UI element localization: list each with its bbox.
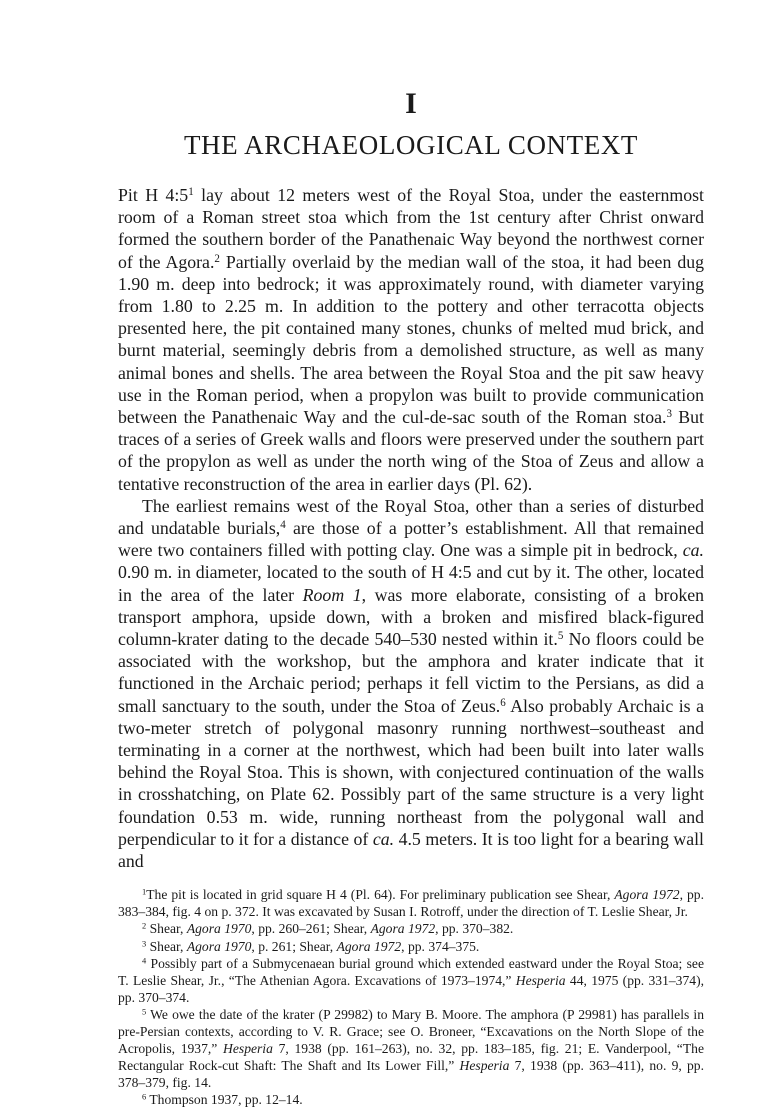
text-run: Shear,: [146, 921, 187, 937]
text-run: 44, 1975 (pp. 331–374), pp. 370–374.: [118, 972, 704, 1005]
italic-text: Agora 1970: [186, 921, 252, 937]
footnote-ref: 3: [142, 937, 147, 948]
footnote-ref: 6: [500, 696, 506, 709]
text-run: 4.5 meters. It is too light for a bearing wall and: [118, 828, 704, 872]
footnote-ref: 5: [142, 1006, 147, 1017]
footnote-ref: 2: [214, 252, 220, 265]
text-run: No floors could be associated with the workshop, but the amphora and krater indicate that it functioned in the Archaic period; perhaps it fell victim to the Persians, as did a small sanctuary to the south, under the Stoa of Zeus.: [118, 629, 704, 716]
text-run: , was more elaborate, consisting of a broken transport amphora, upside down, with a broken and misfired black-figured column-krater dating to the decade 540–530 nested within it.: [118, 584, 705, 650]
text-run: , p. 261; Shear,: [251, 938, 337, 954]
text-run: Partially overlaid by the median wall of the stoa, it had been dug 1.90 m. deep into bedrock; it was approximately round, with diameter varying from 1.80 to 2.25 m. In addition to the pottery and other terracotta objects presented here, the pit contained many stones, chunks of melted mud brick, and burnt material, seemingly debris from a demolished structure, as well as many animal bones and shells. The area between the Royal Stoa and the pit saw heavy use in the Roman period, when a propylon was built to provide communication between the Panathenaic Way and the cul-de-sac south of the Roman stoa.: [118, 251, 704, 428]
footnote: [118, 920, 704, 937]
italic-text: Room 1: [302, 584, 362, 605]
text-run: Also probably Archaic is a two-meter stretch of polygonal masonry running northwest–southeast and terminating in a corner at the northwest, which had been built into later walls behind the Royal Stoa. This is shown, with conjectured continuation of the walls in crosshatching, on Plate 62. Possibly part of the same structure is a very light foundation 0.53 m. wide, running northeast from the polygonal wall and perpendicular to it for a distance of: [118, 695, 704, 849]
chapter-title: THE ARCHAEOLOGICAL CONTEXT: [183, 130, 639, 160]
text-run: Pit H 4:5: [118, 185, 189, 205]
text-run: , pp. 260–261; Shear,: [251, 921, 371, 937]
italic-text: Agora 1972: [336, 938, 402, 954]
text-run: , pp. 370–382.: [435, 921, 514, 937]
italic-text: ca.: [682, 540, 704, 561]
text-run: 7, 1938 (pp. 161–263), no. 32, pp. 183–185, fig. 21; E. Vanderpool, “The Rectangular Rock-cut Shaft: The Shaft and Its Lower Fill,”: [118, 1041, 704, 1074]
italic-text: Agora 1972: [370, 921, 436, 937]
footnote-ref: 4: [280, 518, 286, 531]
text-run: Shear,: [146, 938, 187, 954]
page: [118, 88, 704, 1109]
text-run: , pp. 383–384, fig. 4 on p. 372. It was excavated by Susan I. Rotroff, under the direction of T. Leslie Shear, Jr.: [118, 887, 704, 920]
paragraph: [118, 495, 704, 872]
footnote-ref: 1: [188, 185, 194, 198]
footnote-ref: 3: [666, 407, 672, 420]
italic-text: Hesperia: [459, 1058, 510, 1074]
footnote: [118, 886, 704, 920]
footnote: [118, 955, 704, 1006]
text-run: Thompson 1937, pp. 12–14.: [146, 1092, 303, 1108]
text-run: The earliest remains west of the Royal Stoa, other than a series of disturbed and undatable burials,: [118, 495, 704, 539]
text-run: Possibly part of a Submycenaean burial ground which extended eastward under the Royal Stoa; see T. Leslie Shear, Jr., “The Athenian Agora. Excavations of 1973–1974,”: [118, 955, 704, 988]
body-text: [118, 184, 704, 872]
text-run: are those of a potter’s establishment. All that remained were two containers filled with potting clay. One was a simple pit in bedrock,: [118, 518, 704, 561]
text-run: We owe the date of the krater (P 29982) to Mary B. Moore. The amphora (P 29981) has parallels in pre-Persian contexts, according to V. R. Grace; see O. Broneer, “Excavations on the North Slope of the Acropolis, 1937,”: [118, 1006, 704, 1057]
text-run: , pp. 374–375.: [401, 938, 480, 954]
text-run: 7, 1938 (pp. 363–411), no. 9, pp. 378–379, fig. 14.: [118, 1058, 704, 1091]
footnote-ref: 4: [142, 955, 147, 966]
text-run: The pit is located in grid square H 4 (Pl. 64). For preliminary publication see Shear,: [146, 887, 615, 903]
footnote-ref: 6: [142, 1091, 147, 1102]
italic-text: Agora 1972: [614, 887, 680, 903]
text-run: But traces of a series of Greek walls and floors were preserved under the southern part of the propylon as well as under the north wing of the Stoa of Zeus and allow a tentative reconstruction of the area in earlier days (Pl. 62).: [118, 407, 704, 494]
footnote-ref: 1: [142, 886, 147, 897]
footnotes: [118, 886, 704, 1108]
paragraph: [118, 184, 704, 495]
italic-text: ca.: [372, 828, 395, 849]
italic-text: Hesperia: [223, 1041, 273, 1057]
text-run: lay about 12 meters west of the Royal Stoa, under the easternmost room of a Roman street stoa which from the 1st century after Christ onward formed the southern border of the Panathenaic Way beyond the northwest corner of the Agora.: [118, 185, 704, 272]
footnote: [118, 938, 704, 955]
chapter-number: I: [405, 87, 417, 120]
footnote: [118, 1091, 704, 1108]
footnote-ref: 2: [142, 920, 147, 931]
footnote-ref: 5: [557, 630, 564, 642]
text-run: 0.90 m. in diameter, located to the south of H 4:5 and cut by it. The other, located in the area of the later: [118, 562, 704, 605]
italic-text: Agora 1970: [186, 938, 252, 954]
italic-text: Hesperia: [515, 972, 566, 988]
footnote: [118, 1006, 704, 1091]
